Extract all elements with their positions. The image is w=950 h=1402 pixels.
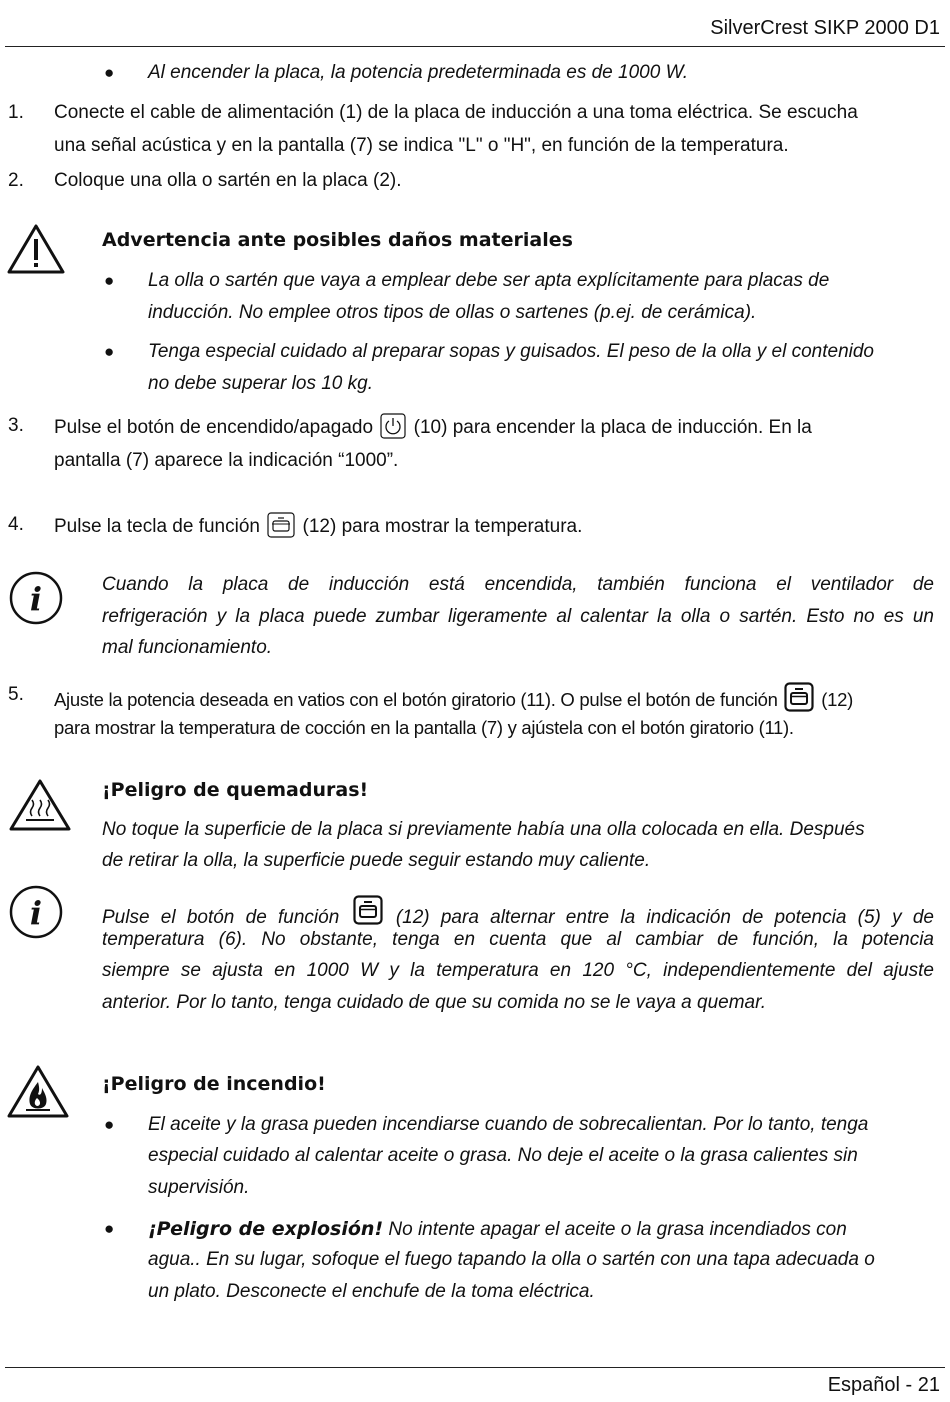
info2-line3: siempre se ajusta en 1000 W y la temperatura en 120 °C, independientemente del ajuste [102,960,934,981]
fire-warning-bullet2-line1 [148,1216,847,1243]
step3-line1-after: (10) para encender la placa de inducción. En la [413,417,812,438]
page-number-label: Español - 21 [827,1374,940,1396]
burn-warning-line1: No toque la superficie de la placa si previamente había una olla colocada en ella. Después [102,819,865,840]
step4-after: (12) para mostrar la temperatura. [302,516,583,537]
step3-line2: pantalla (7) aparece la indicación “1000”. [54,450,399,471]
bullet-dot: ● [104,342,115,361]
bullet-dot: ● [104,1219,115,1238]
fire-warning-icon [6,1064,70,1126]
step5-line1-before: Ajuste la potencia deseada en vatios con el botón giratorio (11). O pulse el botón de función [54,689,778,710]
step5-line2: para mostrar la temperatura de cocción en la pantalla (7) y ajústela con el botón giratorio (11). [54,717,794,738]
fire-warning-bullet2-line1-rest: No intente apagar el aceite o la grasa incendiados con [383,1219,847,1240]
warning-triangle-icon [6,223,66,281]
power-button-icon [380,413,406,447]
step1-line2: una señal acústica y en la pantalla (7) se indica "L" o "H", en función de la temperatura. [54,135,789,156]
warning-material-bullet1-line1: La olla o sartén que vaya a emplear debe ser apta explícitamente para placas de [148,270,830,291]
fire-warning-bullet1-line3: supervisión. [148,1177,250,1198]
step5-line1 [54,682,853,719]
fire-warning-title: ¡Peligro de incendio! [102,1073,326,1095]
step-number: 3. [8,415,24,436]
step4-before: Pulse la tecla de función [54,516,260,537]
bullet-dot: ● [104,271,115,290]
step-number: 2. [8,170,24,191]
info1-line1: Cuando la placa de inducción está encendida, también funciona el ventilador de [102,574,934,595]
burn-warning-line2: de retirar la olla, la superficie puede seguir estando muy caliente. [102,850,651,871]
info-icon [8,884,64,946]
intro-bullet-text: Al encender la placa, la potencia predeterminada es de 1000 W. [148,62,689,83]
footer-rule [5,1367,945,1368]
svg-text:i: i [29,894,43,932]
info-icon [8,570,64,632]
info1-line3: mal funcionamiento. [102,637,273,658]
step3-line1-before: Pulse el botón de encendido/apagado [54,417,374,438]
function-button-icon [267,512,295,546]
explosion-danger-lead: ¡Peligro de explosión! [148,1218,384,1240]
burn-warning-title: ¡Peligro de quemaduras! [102,779,369,801]
info2-line4: anterior. Por lo tanto, tenga cuidado de que su comida no se le vaya a quemar. [102,992,767,1013]
step-number: 4. [8,514,24,535]
info2-line2: temperatura (6). No obstante, tenga en cuenta que al cambiar de función, la potencia [102,929,934,950]
step1-line1: Conecte el cable de alimentación (1) de la placa de inducción a una toma eléctrica. Se escucha [54,102,858,123]
header-rule [5,46,945,47]
step2-text: Coloque una olla o sartén en la placa (2). [54,170,402,191]
fire-warning-bullet1-line1: El aceite y la grasa pueden incendiarse cuando de sobrecalientan. Por lo tanto, tenga [148,1114,869,1135]
fire-warning-bullet2-line3: un plato. Desconecte el enchufe de la toma eléctrica. [148,1281,595,1302]
bullet-dot: ● [104,63,115,82]
warning-material-bullet1-line2: inducción. No emplee otros tipos de ollas o sartenes (p.ej. de cerámica). [148,302,757,323]
info2-line1-after: (12) para alternar entre la indicación de potencia (5) y de [395,907,935,928]
document-header-title: SilverCrest SIKP 2000 D1 [710,17,940,39]
warning-material-bullet2-line2: no debe superar los 10 kg. [148,373,373,394]
hot-surface-warning-icon [8,778,72,838]
pot-function-button-icon [784,682,814,719]
fire-warning-bullet1-line2: especial cuidado al calentar aceite o grasa. No deje el aceite o la grasa calientes sin [148,1145,858,1166]
step3-line1 [54,413,812,447]
svg-text:i: i [29,580,43,618]
fire-warning-bullet2-line2: agua.. En su lugar, sofoque el fuego tapando la olla o sartén con una tapa adecuada o [148,1249,875,1270]
warning-material-title: Advertencia ante posibles daños materiales [102,229,573,251]
warning-material-bullet2-line1: Tenga especial cuidado al preparar sopas y guisados. El peso de la olla y el contenido [148,341,874,362]
step-number: 5. [8,684,24,705]
step5-line1-after: (12) [821,689,853,710]
info2-line1-before: Pulse el botón de función [102,907,340,928]
info1-line2: refrigeración y la placa puede zumbar ligeramente al calentar la olla o sartén. Esto no es un [102,606,934,627]
step4-text [54,512,582,546]
bullet-dot: ● [104,1115,115,1134]
step-number: 1. [8,102,24,123]
